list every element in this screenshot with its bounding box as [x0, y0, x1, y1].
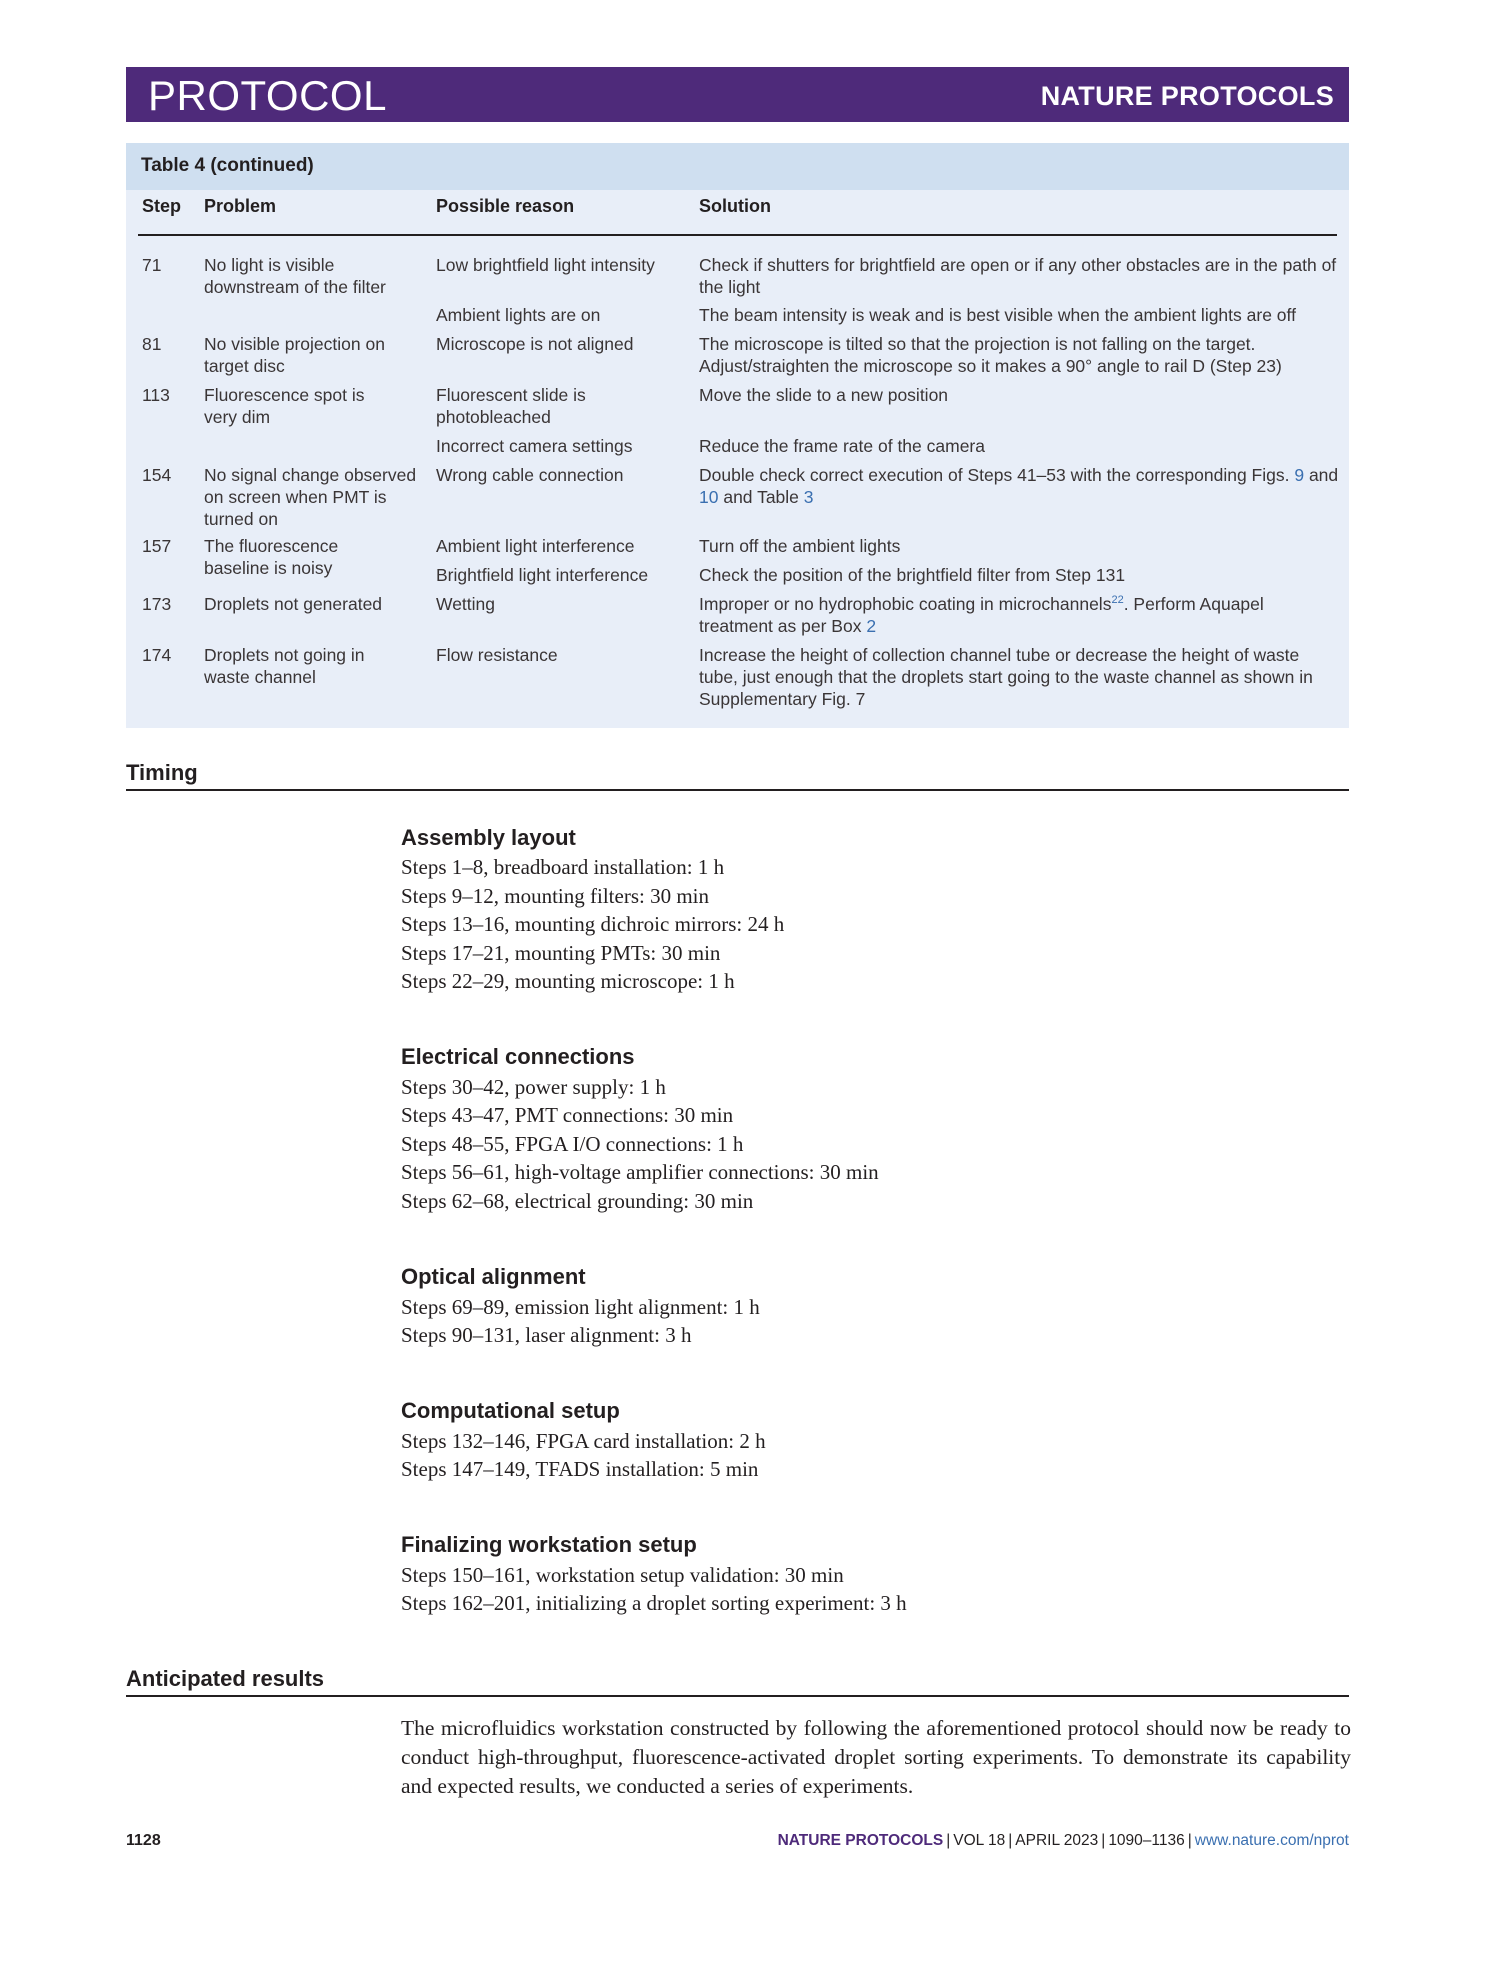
table-cell-solution: Check if shutters for brightfield are open or if any other obstacles are in the path of the light: [699, 255, 1337, 297]
footer-citation: NATURE PROTOCOLS | VOL 18 | APRIL 2023 | 1090–1136 | www.nature.com/nprot: [777, 1832, 1349, 1849]
table-cell-solution: The beam intensity is weak and is best visible when the ambient lights are off: [699, 305, 1296, 325]
table-cell-reason: Flow resistance: [436, 645, 558, 665]
page-number: 1128: [126, 1832, 161, 1849]
timing-group-title: Finalizing workstation setup: [401, 1532, 697, 1557]
column-header-step: Step: [142, 196, 182, 216]
table-cell-problem: No light is visible downstream of the filter: [204, 255, 386, 297]
column-header-reason: Possible reason: [436, 196, 575, 216]
table-cell-problem: Droplets not going in waste channel: [204, 645, 365, 687]
timing-line: Steps 48–55, FPGA I/O connections: 1 h: [401, 1132, 744, 1156]
footer-volume: VOL 18: [953, 1832, 1006, 1849]
timing-line: Steps 62–68, electrical grounding: 30 min: [401, 1189, 754, 1213]
table-cell-reason: Brightfield light interference: [436, 565, 649, 585]
section-rule: [126, 789, 1349, 791]
reference-link[interactable]: 22: [1111, 594, 1124, 607]
column-header-solution: Solution: [699, 196, 771, 216]
figure-link[interactable]: 10: [699, 487, 719, 507]
table-cell-solution: Reduce the frame rate of the camera: [699, 436, 985, 456]
timing-line: Steps 150–161, workstation setup validation: 30 min: [401, 1563, 844, 1587]
timing-line: Steps 17–21, mounting PMTs: 30 min: [401, 941, 721, 965]
box-link[interactable]: 2: [866, 616, 877, 636]
table-cell-reason: Wrong cable connection: [436, 465, 624, 485]
timing-line: Steps 56–61, high-voltage amplifier connections: 30 min: [401, 1160, 879, 1184]
table-cell-solution: Check the position of the brightfield filter from Step 131: [699, 565, 1126, 585]
table-cell-solution: Move the slide to a new position: [699, 385, 949, 405]
table-cell-step: 154: [142, 465, 172, 485]
table-cell-step: 81: [142, 334, 162, 354]
journal-name: NATURE PROTOCOLS: [1040, 81, 1334, 111]
timing-line: Steps 90–131, laser alignment: 3 h: [401, 1323, 692, 1347]
header-banner: [126, 67, 1349, 122]
timing-line: Steps 13–16, mounting dichroic mirrors: 24 h: [401, 912, 785, 936]
timing-group-title: Electrical connections: [401, 1044, 635, 1069]
table-cell-solution: Increase the height of collection channel tube or decrease the height of waste tube, just enough that the droplets start going to the waste channel as shown in Supplementary Fig. 7: [699, 645, 1313, 709]
timing-line: Steps 69–89, emission light alignment: 1 h: [401, 1295, 760, 1319]
table-caption-text: Table 4 (continued): [141, 155, 314, 176]
section-label: PROTOCOL: [148, 72, 387, 119]
table-cell-problem: Droplets not generated: [204, 594, 383, 614]
table-cell-solution: Turn off the ambient lights: [699, 536, 901, 556]
footer-journal: NATURE PROTOCOLS: [777, 1832, 944, 1849]
footer-date: APRIL 2023: [1015, 1832, 1099, 1849]
table-cell-reason: Wetting: [436, 594, 496, 614]
table-cell-reason: Ambient light interference: [436, 536, 635, 556]
anticipated-results-heading: Anticipated results: [126, 1666, 325, 1691]
timing-line: Steps 43–47, PMT connections: 30 min: [401, 1103, 734, 1127]
table-cell-step: 113: [142, 385, 170, 405]
table-cell-problem: Fluorescence spot is very dim: [204, 385, 365, 427]
timing-line: Steps 147–149, TFADS installation: 5 min: [401, 1457, 759, 1481]
timing-line: Steps 9–12, mounting filters: 30 min: [401, 884, 709, 908]
timing-line: Steps 162–201, initializing a droplet sorting experiment: 3 h: [401, 1591, 907, 1615]
anticipated-results-paragraph: The microfluidics workstation constructed by following the aforementioned protocol should now be ready to conduct high-throughput, fluorescence-activated droplet sorting experiments. To demonstrate its capability and expected results, we conducted a series of experiments.: [401, 1716, 1351, 1798]
table-cell-step: 71: [142, 255, 162, 275]
table-link[interactable]: 3: [803, 487, 814, 507]
table-cell-step: 174: [142, 645, 172, 665]
journal-url-link[interactable]: www.nature.com/nprot: [1194, 1832, 1349, 1849]
table-cell-step: 157: [142, 536, 172, 556]
timing-line: Steps 1–8, breadboard installation: 1 h: [401, 855, 725, 879]
table-cell-solution: Improper or no hydrophobic coating in microchannels$^{22}$. Perform Aquapel treatment as per Box 2: [699, 594, 1264, 636]
table-cell-step: 173: [142, 594, 172, 614]
table-caption: [126, 143, 1349, 190]
timing-line: Steps 30–42, power supply: 1 h: [401, 1075, 666, 1099]
table-cell-solution: Double check correct execution of Steps 41–53 with the corresponding Figs. 9 and 10 and Table 3: [699, 465, 1339, 507]
table-cell-reason: Low brightfield light intensity: [436, 255, 655, 275]
table-cell-reason: Ambient lights are on: [436, 305, 601, 325]
table-cell-problem: No visible projection on target disc: [204, 334, 385, 376]
timing-heading: Timing: [126, 760, 198, 785]
timing-line: Steps 132–146, FPGA card installation: 2 h: [401, 1429, 766, 1453]
figure-link[interactable]: 9: [1294, 465, 1305, 485]
table-cell-reason: Incorrect camera settings: [436, 436, 633, 456]
table-cell-problem: No signal change observed on screen when PMT is turned on: [204, 465, 417, 529]
timing-group-title: Computational setup: [401, 1398, 620, 1423]
timing-group-title: Assembly layout: [401, 825, 576, 850]
timing-line: Steps 22–29, mounting microscope: 1 h: [401, 969, 735, 993]
table-header-rule: [138, 234, 1337, 236]
column-header-problem: Problem: [204, 196, 277, 216]
timing-group-title: Optical alignment: [401, 1264, 586, 1289]
table-cell-reason: Microscope is not aligned: [436, 334, 634, 354]
footer-pages: 1090–1136: [1108, 1832, 1185, 1849]
table-cell-reason: Fluorescent slide is photobleached: [436, 385, 586, 427]
table-cell-solution: The microscope is tilted so that the projection is not falling on the target. Adjust/straighten the microscope so it makes a 90° angle to rail D (Step 23): [699, 334, 1282, 376]
table-cell-problem: The fluorescence baseline is noisy: [204, 536, 339, 578]
section-rule: [126, 1695, 1349, 1697]
